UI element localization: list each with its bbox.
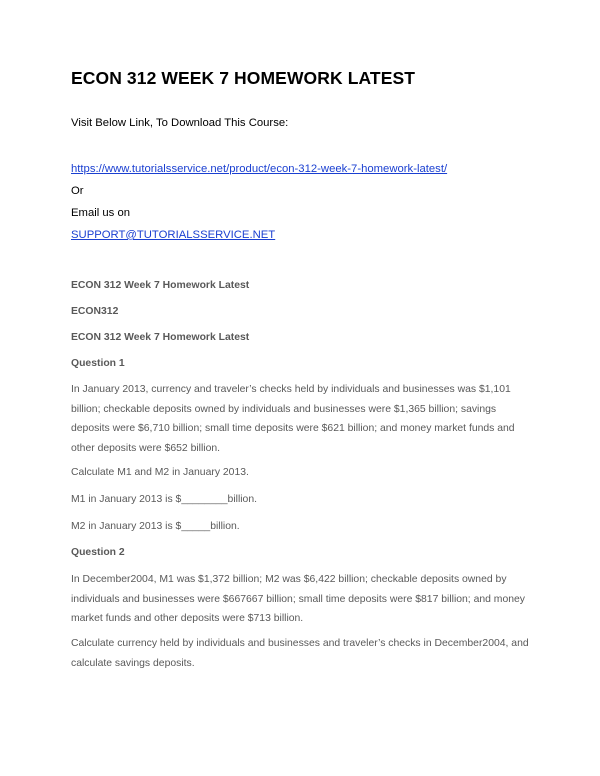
intro-text: Visit Below Link, To Download This Course: — [71, 117, 289, 129]
question-1-instruction: Calculate M1 and M2 in January 2013. — [71, 467, 249, 478]
email-label: Email us on — [71, 207, 131, 219]
document-title: ECON 312 WEEK 7 HOMEWORK LATEST — [71, 68, 416, 88]
or-text: Or — [71, 185, 84, 197]
question-1-paragraph: In January 2013, currency and traveler’s checks held by individuals and businesses was $1,101 billion; checkable deposits owned by individuals and businesses were $1,365 billion; savings deposits were $6,710 billion; small time deposits were $621 billion; and money market funds and other deposits were $652 billion. — [71, 384, 515, 454]
course-code: ECON312 — [71, 306, 119, 317]
support-email-link[interactable]: SUPPORT@TUTORIALSSERVICE.NET — [71, 229, 276, 241]
question-2-label: Question 2 — [71, 547, 125, 558]
section-heading-repeat: ECON 312 Week 7 Homework Latest — [71, 332, 250, 343]
question-2-instruction: Calculate currency held by individuals and businesses and traveler’s checks in December2004, and calculate savings deposits. — [71, 638, 529, 669]
m1-answer-line: M1 in January 2013 is $________billion. — [71, 494, 258, 505]
course-download-link[interactable]: https://www.tutorialsservice.net/product/econ-312-week-7-homework-latest/ — [71, 163, 448, 175]
question-2-paragraph: In December2004, M1 was $1,372 billion; M2 was $6,422 billion; checkable deposits owned by individuals and businesses were $667667 billion; small time deposits were $817 billion; and money market funds and other deposits were $713 billion. — [71, 574, 525, 624]
question-1-label: Question 1 — [71, 358, 125, 369]
m2-answer-line: M2 in January 2013 is $_____billion. — [71, 521, 240, 532]
section-heading: ECON 312 Week 7 Homework Latest — [71, 280, 250, 291]
